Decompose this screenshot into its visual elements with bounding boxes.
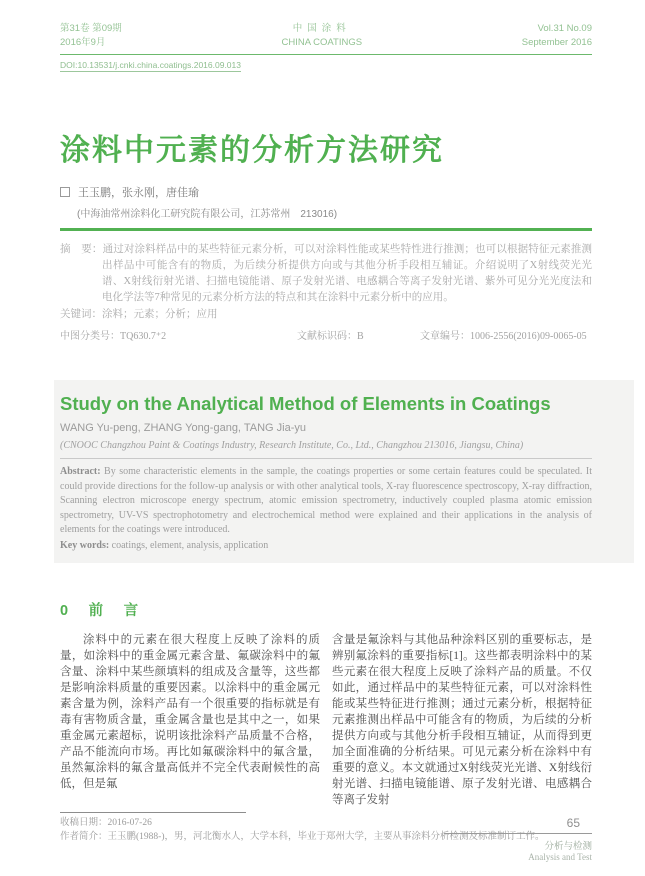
body-columns [60, 632, 592, 808]
abstract-text-cn: 通过对涂料样品中的某些特征元素分析，可以对涂料性能或某些特性进行推测；也可以根据特征元素推测出样品中可能含有的物质，为后续分析提供方向或与其他分析手段相互辅证。介绍说明了X射线荧光光谱、X射线衍射光谱、扫描电镜能谱、原子发射光谱、电感耦合等离子发射光谱、紫外可见分光光度法和电化学法等7种常见的元素分析方法的特点和其在涂料中元素分析中的应用。 [102, 244, 593, 303]
authors-row [60, 184, 592, 200]
keywords-text-en: coatings, element, analysis, application [111, 539, 269, 551]
affiliation-en: (CNOOC Changzhou Paint & Coatings Industry, Research Institute, Co., Ltd., Changzhou 213016, Jiangsu, China) [60, 440, 524, 451]
body-left-column: 涂料中的元素在很大程度上反映了涂料的质量，如涂料中的重金属元素含量、氟碳涂料中的氟含量、涂料中某些颜填料的组成及含量等，这些都是影响涂料质量的重要因素。以涂料中的重金属元素含量为例，涂料产品有一个很重要的指标就是有毒有害物质含量，重金属含量也是其中之一，如果重金属元素超标，说明该批涂料产品质量不合格，产品不能流向市场。再比如氟碳涂料中的氟含量，虽然氟涂料的氟含量高低并不完全代表耐候性的高低，但是氟 [60, 634, 320, 790]
footnote-divider [60, 812, 246, 813]
journal-name-en: CHINA COATINGS [281, 37, 363, 48]
english-divider [60, 458, 592, 459]
section-heading-intro: 0 前 言 [60, 603, 142, 619]
authors-cn: 王玉鹏，张永刚，唐佳瑜 [78, 187, 199, 199]
page-footer [444, 816, 592, 862]
authors-en: WANG Yu-peng, ZHANG Yong-gang, TANG Jia-yu [60, 422, 306, 434]
volume-issue-cn: 第31卷 第09期 [60, 23, 122, 34]
title-divider [60, 228, 592, 231]
header-volume-block [60, 22, 122, 50]
article-title-en: Study on the Analytical Method of Elements in Coatings [60, 393, 551, 414]
header-volume-block-en [522, 22, 592, 50]
keywords-label-cn: 关键词： [60, 309, 102, 320]
footer-divider [444, 833, 592, 834]
abstract-label-en: Abstract: [60, 466, 101, 477]
keywords-en [60, 539, 592, 554]
author-bio-line: 作者简介：王玉鹏(1988-)，男，河北衡水人，大学本科，毕业于郑州大学，主要从事涂料分析检测及标准制订工作。 [60, 832, 545, 842]
footer-section-en: Analysis and Test [528, 852, 592, 862]
header-journal-block [281, 22, 362, 50]
author-marker-icon [60, 187, 70, 197]
affiliation-cn: (中海油常州涂料化工研究院有限公司，江苏常州 213016) [77, 209, 338, 220]
article-title-cn: 涂料中元素的分析方法研究 [60, 134, 444, 167]
journal-name-cn: 中国涂料 [292, 23, 351, 34]
clc-number: 中图分类号：TQ630.7⁺2 [60, 331, 167, 342]
abstract-text-en: By some characteristic elements in the sample, the coatings properties or some certain features could be speculated. It could provide directions for the follow-up analysis or with other analytical tools, X-ray fluorescence spectroscopy, X-ray diffraction, Scanning electron microscope energy spectrum, atomic emission spectrometry, inductively coupled plasma atomic emission spectrometry, UV-VS spectrophotometry and electrochemical method were explained and their applications in the analysis of elements for the coatings were introduced. [60, 466, 593, 535]
issue-date-en: September 2016 [521, 37, 592, 48]
keywords-label-en: Key words: [60, 539, 110, 551]
keywords-cn [60, 307, 592, 323]
english-section [54, 380, 634, 563]
abstract-en [60, 465, 592, 538]
issue-date-cn: 2016年9月 [60, 37, 106, 48]
abstract-cn [60, 242, 592, 306]
classification-row [60, 327, 592, 342]
journal-header [60, 22, 592, 50]
body-right-column: 含量是氟涂料与其他品种涂料区别的重要标志，是辨别氟涂料的重要指标[1]。这些都表明涂料中的某些元素在很大程度上反映了涂料产品的质量。不仅如此，通过样品中的某些特征元素，可以对涂料性能或某些特征进行推测；通过元素分析，根据特征元素推测出样品中可能含有的物质，为后续的分析提供方向或与其他分析手段相互辅证，从而得到更加全面准确的分析结果。可见元素分析在涂料中有重要的意义。本文就通过X射线荧光光谱、X射线衍射光谱、扫描电镜能谱、原子发射光谱、电感耦合等离子发射 [332, 634, 592, 806]
abstract-label-cn: 摘 要： [60, 244, 103, 255]
volume-issue-en: Vol.31 No.09 [537, 23, 592, 34]
doi-text: DOI:10.13531/j.cnki.china.coatings.2016.09.013 [60, 60, 241, 70]
article-id: 文章编号：1006-2556(2016)09-0065-05 [420, 331, 587, 342]
document-code: 文献标识码：B [297, 331, 364, 342]
page-number: 65 [566, 816, 580, 830]
received-date-line: 收稿日期：2016-07-26 [60, 818, 152, 828]
header-divider [60, 54, 592, 55]
keywords-text-cn: 涂料；元素；分析；应用 [102, 309, 218, 320]
footer-section-cn: 分析与检测 [544, 841, 592, 852]
